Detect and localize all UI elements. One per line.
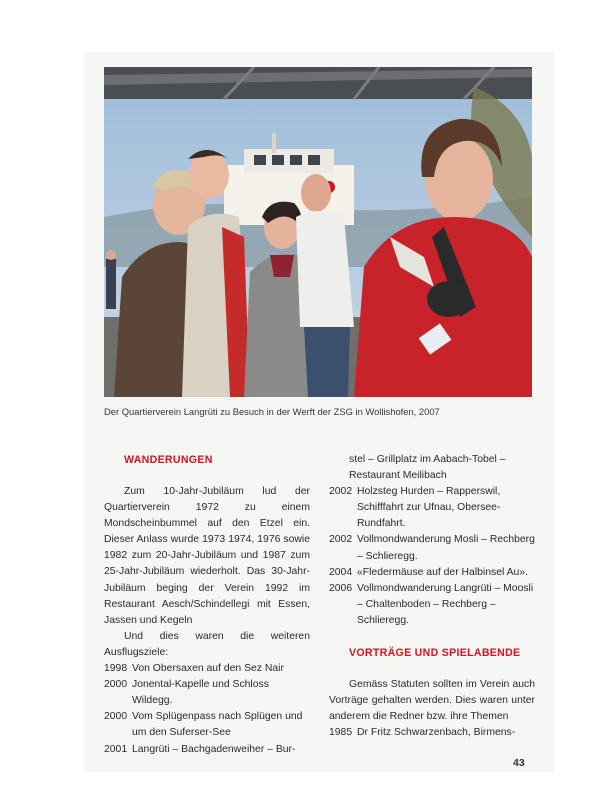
left-column: [104, 452, 310, 758]
list-item: 1998 Von Obersaxen auf den Sez Nair: [104, 663, 284, 675]
list-item: 2000 Vom Splügenpass nach Splügen und um den Suferser-See: [104, 711, 303, 739]
list-item: 2002 Vollmondwanderung Mosli – Rechberg – Schlieregg.: [329, 534, 535, 562]
group-photo: [104, 67, 532, 397]
list-item: 1985 Dr Fritz Schwarzenbach, Birmens-: [329, 727, 516, 739]
list-item: 2004 «Fledermäuse auf der Halbinsel Au».: [329, 566, 528, 578]
list-item: 2006 Vollmondwanderung Langrüti – Moosli – Chaltenboden – Rechberg – Schlieregg.: [329, 582, 534, 626]
photo-caption: Der Quartierverein Langrüti zu Besuch in der Werft der ZSG in Wollishofen, 2007: [104, 406, 440, 417]
photo-group-at-shipyard-icon: [104, 67, 532, 397]
list-item: 2000 Jonental-Kapelle und Schloss Wildegg.: [104, 679, 269, 707]
page-number: 43: [513, 757, 525, 769]
paragraph: Zum 10-Jahr-Jubiläum lud der Quartierverein 1972 zu einem Mondscheinbummel auf den Etzel ein. Dieser Anlass wurde 1973 1974, 1976 sowie 1982 zum 20-Jahr-Jubiläum und 1987 zum 25-Jahr-Jubiläum wiederholt. Das 30-Jahr-Jubiläum beging der Verein 1992 im Restaurant Aesch/Schindellegi mit Essen, Jassen und Kegeln: [104, 486, 310, 626]
right-column: [329, 452, 535, 741]
section-heading-wanderungen: WANDERUNGEN: [124, 454, 213, 466]
paragraph: Gemäss Statuten sollten im Verein auch Vorträge gehalten werden. Dies waren unter anderem die Redner bzw. ihre Themen: [329, 679, 535, 723]
list-item-continuation: stel – Grillplatz im Aabach-Tobel – Restaurant Meilibach: [349, 454, 506, 482]
list-item: 2001 Langrüti – Bachgadenweiher – Bur-: [104, 743, 296, 755]
list-item: 2002 Holzsteg Hurden – Rapperswil, Schifffahrt zur Ufnau, Obersee-Rundfahrt.: [329, 486, 501, 530]
section-heading-vortraege: VORTRÄGE UND SPIELABENDE: [349, 647, 521, 660]
paragraph: Und dies waren die weiteren Ausflugsziele:: [104, 630, 310, 658]
